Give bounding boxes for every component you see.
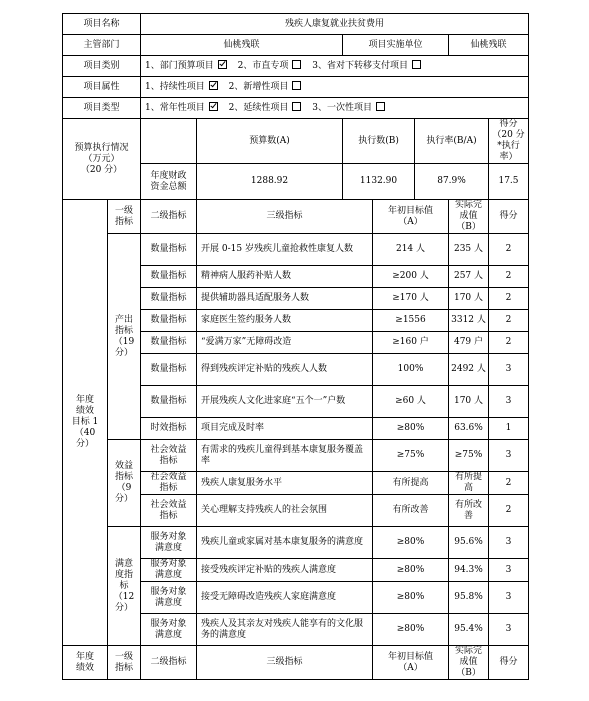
header-target: 年初目标值 （A） [373, 200, 449, 234]
dept-value: 仙桃残联 [141, 35, 343, 56]
type-option-label: 3、一次性项目 [312, 103, 372, 113]
actual-value: 95.8% [449, 582, 489, 614]
type-option [312, 102, 386, 114]
performance-evaluation-table [62, 13, 529, 680]
unchecked-checkbox[interactable] [292, 81, 301, 90]
group-label: 产出 指标 （19 分） [108, 234, 141, 440]
level2-indicator: 服务对象 满意度 [141, 559, 197, 582]
attribute-option-label: 2、新增性项目 [228, 82, 289, 92]
indicator-row [63, 527, 529, 559]
exec-value: 1132.90 [343, 164, 415, 200]
actual-value: 95.4% [449, 614, 489, 646]
level2-indicator: 社会效益 指标 [141, 472, 197, 495]
impl-unit-value: 仙桃残联 [449, 35, 529, 56]
level2-indicator: 数量指标 [141, 310, 197, 332]
header-actual: 实际完成值 （B） [449, 200, 489, 234]
budget-header-budget: 预算数(A) [197, 119, 343, 164]
header-level2: 二级指标 [141, 200, 197, 234]
target-value: ≥75% [373, 440, 449, 472]
category-option-label: 3、省对下转移支付项目 [312, 61, 408, 71]
actual-value: 170 人 [449, 288, 489, 310]
header-score: 得分 [489, 200, 529, 234]
score-value: 2 [489, 332, 529, 354]
footer-header-actual: 实际完成值 （B） [449, 646, 489, 680]
score-value: 2 [489, 288, 529, 310]
type-label: 项目类型 [63, 98, 141, 119]
category-option [238, 60, 303, 72]
rate-value: 87.9% [415, 164, 489, 200]
perf-section-label: 年度 绩效 目标 1 （40 分） [63, 200, 108, 646]
level2-indicator: 时效指标 [141, 418, 197, 440]
actual-value: 94.3% [449, 559, 489, 582]
level2-indicator: 服务对象 满意度 [141, 582, 197, 614]
level2-indicator: 数量指标 [141, 234, 197, 266]
target-value: 214 人 [373, 234, 449, 266]
target-value: ≥200 人 [373, 266, 449, 288]
target-value: ≥1556 [373, 310, 449, 332]
score-value: 3 [489, 614, 529, 646]
level3-indicator: 残疾儿童或家属对基本康复服务的满意度 [197, 527, 373, 559]
budget-header-exec: 执行数(B) [343, 119, 415, 164]
actual-value: 2492 人 [449, 354, 489, 386]
level2-indicator: 数量指标 [141, 288, 197, 310]
category-option [312, 60, 422, 72]
attribute-label: 项目属性 [63, 77, 141, 98]
category-options [141, 56, 529, 77]
type-option [145, 102, 219, 114]
score-value: 2 [489, 310, 529, 332]
header-level3: 三级指标 [197, 200, 373, 234]
target-value: ≥80% [373, 614, 449, 646]
level3-indicator: 开展残疾人文化进家庭“五个一”户数 [197, 386, 373, 418]
score-value: 3 [489, 440, 529, 472]
budget-value: 1288.92 [197, 164, 343, 200]
score-value: 2 [489, 472, 529, 495]
score-value: 3 [489, 386, 529, 418]
actual-value: ≥75% [449, 440, 489, 472]
level3-indicator: 得到残疾评定补贴的残疾人人数 [197, 354, 373, 386]
score-value: 3 [489, 527, 529, 559]
unchecked-checkbox[interactable] [376, 102, 385, 111]
level3-indicator: 家庭医生签约服务人数 [197, 310, 373, 332]
level3-indicator: 项目完成及时率 [197, 418, 373, 440]
attribute-options [141, 77, 529, 98]
level2-indicator: 服务对象 满意度 [141, 614, 197, 646]
level2-indicator: 服务对象 满意度 [141, 527, 197, 559]
indicator-row [63, 440, 529, 472]
footer-header-score: 得分 [489, 646, 529, 680]
category-option [145, 60, 228, 72]
level3-indicator: 残疾人及其亲友对残疾人能享有的文化服务的满意度 [197, 614, 373, 646]
level2-indicator: 数量指标 [141, 266, 197, 288]
score-value: 2 [489, 266, 529, 288]
actual-value: 479 户 [449, 332, 489, 354]
level2-indicator: 社会效益 指标 [141, 495, 197, 527]
budget-header-rate: 执行率(B/A) [415, 119, 489, 164]
unchecked-checkbox[interactable] [412, 60, 421, 69]
attribute-option-label: 1、持续性项目 [145, 82, 205, 92]
attribute-option [145, 81, 219, 93]
budget-section-label: 预算执行情况 （万元） （20 分） [63, 119, 141, 200]
score-value: 3 [489, 354, 529, 386]
unchecked-checkbox[interactable] [292, 60, 301, 69]
score-value: 17.5 [489, 164, 529, 200]
budget-header-score: 得分 （20 分*执行率） [489, 119, 529, 164]
unchecked-checkbox[interactable] [292, 102, 301, 111]
budget-row-label: 年度财政 资金总额 [141, 164, 197, 200]
target-value: 100% [373, 354, 449, 386]
actual-value: 235 人 [449, 234, 489, 266]
level3-indicator: 提供辅助器具适配服务人数 [197, 288, 373, 310]
indicator-row [63, 234, 529, 266]
target-value: ≥170 人 [373, 288, 449, 310]
target-value: ≥80% [373, 582, 449, 614]
footer-section-label: 年度 绩效 [63, 646, 108, 680]
checked-checkbox[interactable] [209, 81, 218, 90]
checked-checkbox[interactable] [218, 60, 227, 69]
type-option-label: 2、延续性项目 [228, 103, 289, 113]
budget-blank-cell [141, 119, 197, 164]
project-name-value: 残疾人康复就业扶贫费用 [141, 14, 529, 35]
level3-indicator: 残疾人康复服务水平 [197, 472, 373, 495]
actual-value: 63.6% [449, 418, 489, 440]
level2-indicator: 数量指标 [141, 386, 197, 418]
category-option-label: 2、市直专项 [237, 61, 289, 71]
project-name-label: 项目名称 [63, 14, 141, 35]
actual-value: 95.6% [449, 527, 489, 559]
score-value: 2 [489, 234, 529, 266]
group-label: 满意 度指 标 （12 分） [108, 527, 141, 646]
actual-value: 3312 人 [449, 310, 489, 332]
footer-header-level1: 一级 指标 [108, 646, 141, 680]
score-value: 2 [489, 495, 529, 527]
impl-unit-label: 项目实施单位 [343, 35, 449, 56]
group-label: 效益 指标 （9 分） [108, 440, 141, 527]
type-options [141, 98, 529, 119]
attribute-option [229, 81, 303, 93]
target-value: ≥80% [373, 418, 449, 440]
footer-header-target: 年初目标值 （A） [373, 646, 449, 680]
level3-indicator: 接受残疾评定补贴的残疾人满意度 [197, 559, 373, 582]
score-value: 3 [489, 582, 529, 614]
target-value: ≥160 户 [373, 332, 449, 354]
footer-header-level3: 三级指标 [197, 646, 373, 680]
category-option-label: 1、部门预算项目 [145, 61, 214, 71]
dept-label: 主管部门 [63, 35, 141, 56]
level3-indicator: 精神病人服药补贴人数 [197, 266, 373, 288]
type-option-label: 1、常年性项目 [145, 103, 205, 113]
level2-indicator: 数量指标 [141, 354, 197, 386]
target-value: 有所提高 [373, 472, 449, 495]
level3-indicator: 接受无障碍改造残疾人家庭满意度 [197, 582, 373, 614]
target-value: ≥60 人 [373, 386, 449, 418]
level3-indicator: 关心理解支持残疾人的社会氛围 [197, 495, 373, 527]
actual-value: 有所提高 [449, 472, 489, 495]
score-value: 3 [489, 559, 529, 582]
category-label: 项目类别 [63, 56, 141, 77]
checked-checkbox[interactable] [209, 102, 218, 111]
target-value: 有所改善 [373, 495, 449, 527]
target-value: ≥80% [373, 527, 449, 559]
level3-indicator: “爱满万家”无障碍改造 [197, 332, 373, 354]
level3-indicator: 开展 0-15 岁残疾儿童抢救性康复人数 [197, 234, 373, 266]
level2-indicator: 数量指标 [141, 332, 197, 354]
footer-header-level2: 二级指标 [141, 646, 197, 680]
header-level1: 一级 指标 [108, 200, 141, 234]
actual-value: 257 人 [449, 266, 489, 288]
actual-value: 有所改善 [449, 495, 489, 527]
target-value: ≥80% [373, 559, 449, 582]
level2-indicator: 社会效益 指标 [141, 440, 197, 472]
level3-indicator: 有需求的残疾儿童得到基本康复服务覆盖率 [197, 440, 373, 472]
actual-value: 170 人 [449, 386, 489, 418]
score-value: 1 [489, 418, 529, 440]
type-option [229, 102, 303, 114]
